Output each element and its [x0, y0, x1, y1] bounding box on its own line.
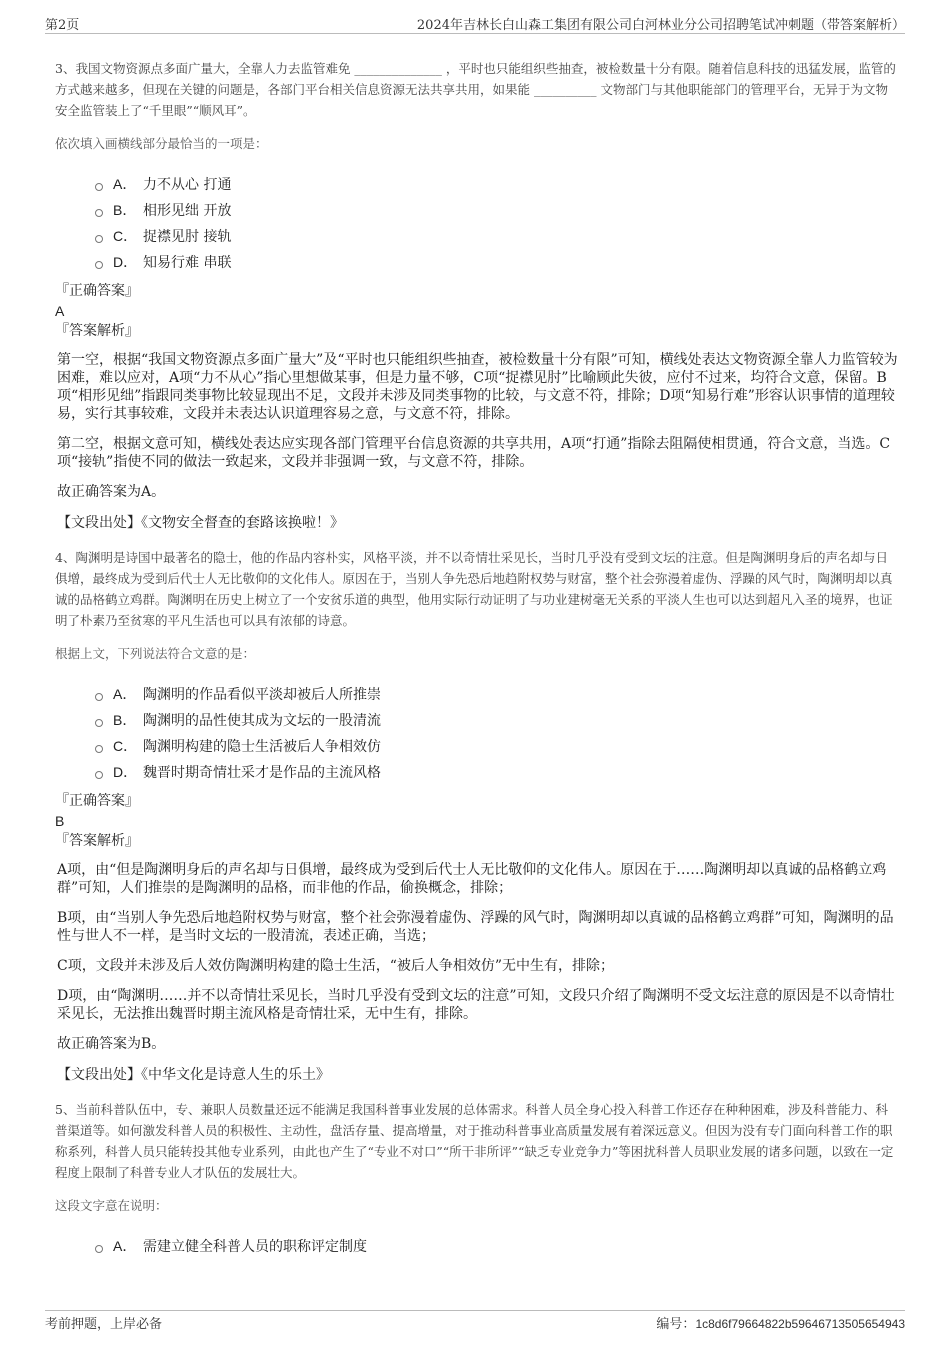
option-text: 相形见绌 开放	[143, 203, 232, 219]
option-c[interactable]	[95, 223, 900, 249]
document-title: 2024年吉林长白山森工集团有限公司白河林业分公司招聘笔试冲刺题（带答案解析）	[416, 18, 905, 33]
radio-icon[interactable]	[95, 771, 103, 779]
option-letter: D．	[113, 764, 138, 780]
option-text: 陶渊明的品性使其成为文坛的一股清流	[143, 713, 381, 729]
answer-value: B	[55, 813, 65, 829]
radio-icon[interactable]	[95, 693, 103, 701]
source-citation: 【文段出处】《中华文化是诗意人生的乐土》	[57, 1067, 330, 1083]
option-a[interactable]	[95, 681, 900, 707]
analysis-paragraph: D项，由“陶渊明……并不以奇情壮采见长，当时几乎没有受到文坛的注意”可知，文段只介绍了陶渊明不受文坛注意的原因是不以奇情壮采见长，无法推出魏晋时期主流风格是奇情壮采，无中生有，排除。	[57, 988, 895, 1022]
option-letter: B．	[113, 712, 137, 728]
option-letter: D．	[113, 254, 138, 270]
document-id	[656, 1313, 905, 1332]
radio-icon[interactable]	[95, 719, 103, 727]
page-number: 第2页	[45, 18, 80, 33]
option-a[interactable]	[95, 1233, 900, 1259]
option-d[interactable]	[95, 759, 900, 785]
document-id-value: 1c8d6f79664822b59646713505654943	[695, 1317, 905, 1331]
option-text: 陶渊明的作品看似平淡却被后人所推崇	[143, 687, 381, 703]
analysis-paragraph: 第一空，根据“我国文物资源点多面广量大”及“平时也只能组织些抽查，被检数量十分有限”可知，横线处表达文物资源全靠人力监管较为困难，难以应对，A项“力不从心”指心里想做某事，但是力量不够，C项“捉襟见肘”比喻顾此失彼，应付不过来，均符合文意，保留。B项“相形见绌”指跟同类事物比较显现出不足，文段并未涉及同类事物的比较，与文意不符，排除；D项“知易行难”形容认识事情的道理较易，实行其事较难，文段并未表达认识道理容易之意，与文意不符，排除。	[57, 352, 898, 422]
question-5-text: 5、当前科普队伍中，专、兼职人员数量还远不能满足我国科普事业发展的总体需求。科普人员全身心投入科普工作还存在种种困难，涉及科普能力、科普渠道等。如何激发科普人员的积极性、主动性，盘活存量、提高增量，对于推动科普事业高质量发展有着深远意义。但因为没有专门面向科普工作的职称系列，科普人员只能转投其他专业系列，由此也产生了“专业不对口”“所干非所评”“缺乏专业竞争力”等困扰科普人员职业发展的诸多问题，以致在一定程度上限制了科普专业人才队伍的发展壮大。	[55, 1102, 894, 1180]
radio-icon[interactable]	[95, 209, 103, 217]
option-text: 捉襟见肘 接轨	[143, 229, 232, 245]
analysis-conclusion: 故正确答案为B。	[57, 1036, 166, 1052]
source-citation: 【文段出处】《文物安全督查的套路该换啦！》	[57, 515, 344, 531]
option-text: 需建立健全科普人员的职称评定制度	[143, 1239, 367, 1255]
option-text: 知易行难 串联	[143, 255, 232, 271]
footer-divider	[45, 1310, 905, 1311]
question-5-options	[95, 1233, 900, 1259]
analysis-paragraph: 第二空，根据文意可知，横线处表达应实现各部门管理平台信息资源的共享共用，A项“打通”指除去阻隔使相贯通，符合文意，当选。C项“接轨”指使不同的做法一致起来，文段并非强调一致，与文意不符，排除。	[57, 436, 891, 470]
analysis-paragraph: C项，文段并未涉及后人效仿陶渊明构建的隐士生活，“被后人争相效仿”无中生有，排除；	[57, 958, 615, 974]
question-3-prompt: 依次填入画横线部分最恰当的一项是：	[55, 136, 268, 151]
question-4-options	[95, 681, 900, 785]
document-body	[55, 58, 900, 1265]
radio-icon[interactable]	[95, 745, 103, 753]
question-3-text: 3、我国文物资源点多面广量大，全靠人力去监管难免 ______________ ，平时也只能组织些抽查，被检数量十分有限。随着信息科技的迅猛发展，监管的方式越来越多，但现在关键的问题是，各部门平台相关信息资源无法共享共用，如果能 __________ 文物部门与其他职能部门的管理平台，无异于为文物安全监管装上了“千里眼”“顺风耳”。	[55, 61, 896, 118]
question-4-prompt: 根据上文，下列说法符合文意的是：	[55, 646, 256, 661]
analysis-label: 『答案解析』	[55, 833, 139, 849]
option-text: 力不从心 打通	[143, 177, 232, 193]
radio-icon[interactable]	[95, 1245, 103, 1253]
analysis-paragraph: A项，由“但是陶渊明身后的声名却与日俱增，最终成为受到后代士人无比敬仰的文化伟人。原因在于……陶渊明却以真诚的品格鹤立鸡群”可知，人们推崇的是陶渊明的品格，而非他的作品，偷换概念，排除；	[57, 862, 887, 896]
document-id-label: 编号：	[656, 1317, 696, 1332]
question-4-text: 4、陶渊明是诗国中最著名的隐士，他的作品内容朴实，风格平淡，并不以奇情壮采见长，当时几乎没有受到文坛的注意。但是陶渊明身后的声名却与日俱增，最终成为受到后代士人无比敬仰的文化伟人。原因在于，当别人争先恐后地趋附权势与财富，整个社会弥漫着虚伪、浮躁的风气时，陶渊明却以真诚的品格鹤立鸡群。陶渊明在历史上树立了一个安贫乐道的典型，他用实际行动证明了与功业建树毫无关系的平淡人生也可以达到超凡入圣的境界，也证明了朴素乃至贫寒的平凡生活也可以具有浓郁的诗意。	[55, 550, 893, 628]
analysis-paragraph: B项，由“当别人争先恐后地趋附权势与财富，整个社会弥漫着虚伪、浮躁的风气时，陶渊明却以真诚的品格鹤立鸡群”可知，陶渊明的品性与世人不一样，是当时文坛的一股清流，表述正确，当选；	[57, 910, 894, 944]
question-3-options	[95, 171, 900, 275]
option-letter: A．	[113, 1238, 137, 1254]
option-b[interactable]	[95, 707, 900, 733]
analysis-conclusion: 故正确答案为A。	[57, 484, 166, 500]
radio-icon[interactable]	[95, 261, 103, 269]
option-letter: A．	[113, 176, 137, 192]
option-d[interactable]	[95, 249, 900, 275]
page-header	[45, 12, 905, 32]
option-text: 魏晋时期奇情壮采才是作品的主流风格	[143, 765, 381, 781]
option-text: 陶渊明构建的隐士生活被后人争相效仿	[143, 739, 381, 755]
radio-icon[interactable]	[95, 183, 103, 191]
option-b[interactable]	[95, 197, 900, 223]
answer-value: A	[55, 303, 65, 319]
option-letter: B．	[113, 202, 137, 218]
option-letter: C．	[113, 228, 138, 244]
footer-slogan: 考前押题，上岸必备	[45, 1317, 163, 1332]
option-letter: C．	[113, 738, 138, 754]
analysis-label: 『答案解析』	[55, 323, 139, 339]
answer-label: 『正确答案』	[55, 283, 139, 299]
question-5-prompt: 这段文字意在说明：	[55, 1198, 168, 1213]
header-divider	[45, 33, 905, 34]
answer-label: 『正确答案』	[55, 793, 139, 809]
option-a[interactable]	[95, 171, 900, 197]
option-letter: A．	[113, 686, 137, 702]
radio-icon[interactable]	[95, 235, 103, 243]
option-c[interactable]	[95, 733, 900, 759]
